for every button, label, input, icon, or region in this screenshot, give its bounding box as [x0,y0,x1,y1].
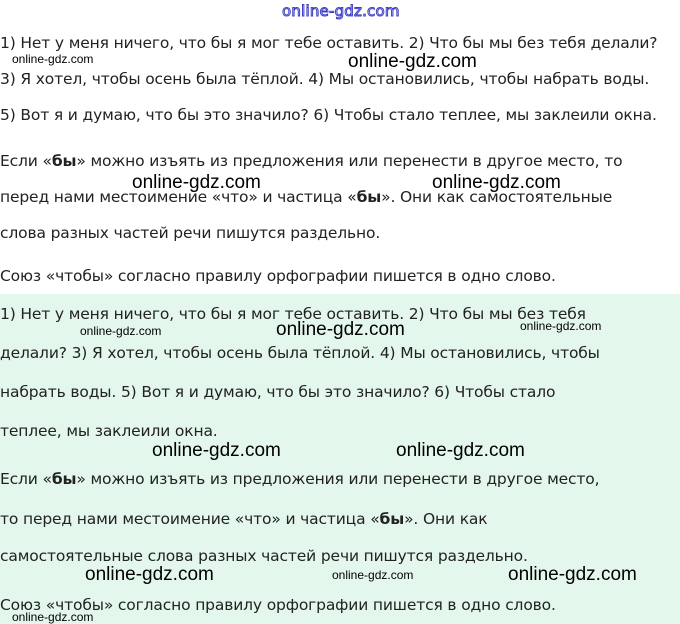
site-logo-watermark: online-gdz.com [282,2,400,20]
watermark-text: online-gdz.com [396,440,525,461]
watermark-text: online-gdz.com [80,324,162,338]
watermark-text: online-gdz.com [432,172,561,193]
particle-by-bold: бы [51,470,77,488]
highlighted-rule-line-2: то перед нами местоимение «что» и частица «бы». Они как [0,510,488,528]
highlighted-rule-line-3: самостоятельные слова разных частей речи пишутся раздельно. [0,547,528,565]
watermark-text: online-gdz.com [332,568,414,582]
particle-by-bold: бы [51,152,77,170]
particle-by-bold: бы [356,188,382,206]
highlighted-conjunction-rule-line: Союз «чтобы» согласно правилу орфографии пишется в одно слово. [0,596,556,614]
highlighted-sentence-line-1: 1) Нет у меня ничего, что бы я мог тебе оставить. 2) Что бы мы без тебя [0,305,586,323]
sentence-line-2: 3) Я хотел, чтобы осень была тёплой. 4) Мы остановились, чтобы набрать воды. [0,70,650,88]
particle-by-bold: бы [379,510,405,528]
watermark-text: online-gdz.com [132,172,261,193]
watermark-text: online-gdz.com [85,564,214,585]
watermark-text: online-gdz.com [348,51,477,72]
sentence-line-3: 5) Вот я и думаю, что бы это значило? 6) Чтобы стало теплее, мы заклеили окна. [0,106,657,124]
watermark-text: online-gdz.com [276,319,405,340]
watermark-text: online-gdz.com [508,564,637,585]
watermark-text: online-gdz.com [520,319,602,333]
rule-paragraph-line-2: перед нами местоимение «что» и частица «бы». Они как самостоятельные [0,188,613,206]
rule-paragraph-line-1: Если «бы» можно изъять из предложения или перенести в другое место, то [0,152,623,170]
highlighted-sentence-line-3: набрать воды. 5) Вот я и думаю, что бы это значило? 6) Чтобы стало [0,383,556,401]
highlighted-sentence-line-2: делали? 3) Я хотел, чтобы осень была тёплой. 4) Мы остановились, чтобы [0,344,600,362]
watermark-text: online-gdz.com [152,440,281,461]
watermark-text: online-gdz.com [12,610,94,624]
rule-paragraph-line-3: слова разных частей речи пишутся раздельно. [0,224,381,242]
highlighted-rule-line-1: Если «бы» можно изъять из предложения или перенести в другое место, [0,470,600,488]
conjunction-rule-line: Союз «чтобы» согласно правилу орфографии пишется в одно слово. [0,267,556,285]
highlighted-sentence-line-4: теплее, мы заклеили окна. [0,422,218,440]
sentence-line-1: 1) Нет у меня ничего, что бы я мог тебе оставить. 2) Что бы мы без тебя делали? [0,34,658,52]
watermark-text: online-gdz.com [12,52,94,66]
